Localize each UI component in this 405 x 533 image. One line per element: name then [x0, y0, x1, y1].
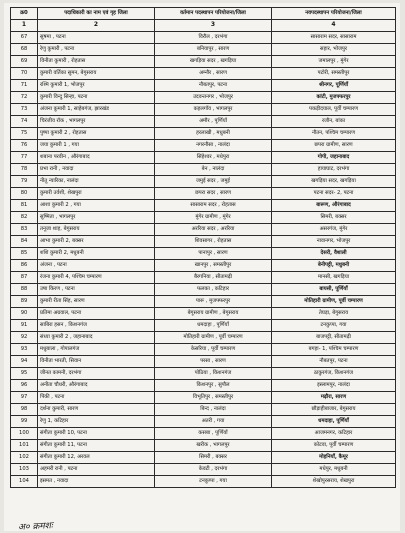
row-name: अंजना , पटना [38, 260, 155, 272]
row-new-posting: इस्लामपुर, नालंदा [272, 380, 396, 392]
column-number: 1 [11, 20, 38, 32]
table-row [11, 356, 396, 368]
table-row [11, 392, 396, 404]
table-row [11, 320, 396, 332]
table-row [11, 368, 396, 380]
row-sno: 101 [11, 440, 38, 452]
table-row [11, 200, 396, 212]
row-new-posting: छौड़ाहीबाजार, बेगुसराय [272, 404, 396, 416]
table-row [11, 128, 396, 140]
row-sno: 76 [11, 140, 38, 152]
row-sno: 85 [11, 248, 38, 260]
table-row [11, 176, 396, 188]
row-name: संगीता कुमारी 12, अरवल [38, 452, 155, 464]
table-row [11, 212, 396, 224]
row-name: विनीता कुमारी , रोहतास [38, 56, 155, 68]
row-new-posting: सासाराम सदर, सासाराम [272, 32, 396, 44]
column-number: 3 [155, 20, 272, 32]
row-name: पुष्पा कुमारी 2 , रोहतास [38, 128, 155, 140]
table-row [11, 80, 396, 92]
row-current-posting: विरौल , दरभंगा [155, 32, 272, 44]
row-sno: 70 [11, 68, 38, 80]
table-row [11, 260, 396, 272]
row-sno: 92 [11, 332, 38, 344]
posting-table [10, 7, 396, 488]
row-name: आभा कुमारी 2, बक्सर [38, 236, 155, 248]
row-sno: 99 [11, 416, 38, 428]
row-name: अंजना कुमारी 1, साहेबगंज, झारखंड [38, 104, 155, 116]
row-name: रेणु 1, कटिहार [38, 416, 155, 428]
row-name: प्रतिमा अग्रवाल, पटना [38, 308, 155, 320]
row-sno: 79 [11, 176, 38, 188]
row-current-posting: शिवसागर , रोहतास [155, 236, 272, 248]
row-name: आशा कुमारी 2 , गया [38, 200, 155, 212]
row-sno: 87 [11, 272, 38, 284]
row-new-posting: टनकुप्पा, गया [272, 320, 396, 332]
row-name: रश्मि कुमारी 1, भोजपुर [38, 80, 155, 92]
row-current-posting: बेगूसराय ग्रामीण , बेगूसराय [155, 308, 272, 320]
row-sno: 88 [11, 284, 38, 296]
row-sno: 89 [11, 296, 38, 308]
row-new-posting: बाजपट्टी, सीतामढ़ी [272, 332, 396, 344]
row-new-posting: बेनीपट्टी, मधुबनी [272, 260, 396, 272]
row-name: कुमारी उर्वशी, शेखपुरा [38, 188, 155, 200]
row-sno: 71 [11, 80, 38, 92]
row-name: सुष्मिता , भागलपुर [38, 212, 155, 224]
row-new-posting: सहार, भोजपुर [272, 44, 396, 56]
row-current-posting: कसबा , पूर्णियाँ [155, 428, 272, 440]
row-new-posting: बारूण, औरंगाबाद [272, 200, 396, 212]
row-name: मधुबाला , गोपालगंज [38, 344, 155, 356]
row-sno: 94 [11, 356, 38, 368]
table-row [11, 140, 396, 152]
row-current-posting: अम्नौर , सारण [155, 68, 272, 80]
row-new-posting: ठाकुरगंज, किशनगंज [272, 368, 396, 380]
row-sno: 103 [11, 464, 38, 476]
row-sno: 78 [11, 164, 38, 176]
row-new-posting: रजौन, बांका [272, 116, 396, 128]
table-row [11, 152, 396, 164]
row-new-posting: पटना सदर- 2, पटना [272, 188, 396, 200]
table-row [11, 272, 396, 284]
row-sno: 96 [11, 380, 38, 392]
row-new-posting: मधेपुर, मधुबनी [272, 464, 396, 476]
row-current-posting: नगरनौसा , नालंदा [155, 140, 272, 152]
row-sno: 100 [11, 428, 38, 440]
row-current-posting: पानापुर , सारण [155, 248, 272, 260]
table-row [11, 188, 396, 200]
header-name: पदाधिकारी का नाम एवं गृह जिला [38, 8, 155, 20]
row-sno: 75 [11, 128, 38, 140]
header-row [11, 8, 396, 20]
row-name: संगीता कुमारी 10, पटना [38, 428, 155, 440]
row-sno: 93 [11, 344, 38, 356]
row-sno: 72 [11, 92, 38, 104]
row-current-posting: खगड़िया सदर , खगड़िया [155, 56, 272, 68]
row-sno: 102 [11, 452, 38, 464]
row-name: अनीता चौधरी, औरंगाबाद [38, 380, 155, 392]
row-current-posting: सिंहेश्वर , मधेपुरा [155, 152, 272, 164]
row-name: विनीता भारती, सिवान [38, 356, 155, 368]
row-new-posting: बायसी, पूर्णियाँ [272, 284, 396, 296]
row-name: रेणु कुमारी , पटना [38, 44, 155, 56]
row-new-posting: हायाघाट, दरभंगा [272, 164, 396, 176]
row-name: कुमारी विन्दु सिन्हा, पटना [38, 92, 155, 104]
header-current-posting: वर्तमान पदस्थापन परियोजना/जिला [155, 8, 272, 20]
column-number-row [11, 20, 396, 32]
table-row [11, 224, 396, 236]
row-sno: 74 [11, 116, 38, 128]
row-current-posting: फलका , कटिहार [155, 284, 272, 296]
row-name: संगीता कुमारी 11, पटना [38, 440, 155, 452]
table-row [11, 92, 396, 104]
row-sno: 90 [11, 308, 38, 320]
row-sno: 83 [11, 224, 38, 236]
row-name: अहमरी रानी , पटना [38, 464, 155, 476]
row-new-posting: नावानगर, भोजपुर [272, 236, 396, 248]
row-current-posting: अतरी , गया [155, 416, 272, 428]
row-name: शबाना परवीन , औरंगाबाद [38, 152, 155, 164]
row-sno: 81 [11, 200, 38, 212]
header-new-posting: नवपदस्थापन परियोजना/जिला [272, 8, 396, 20]
row-current-posting: पोठिया , किशनगंज [155, 368, 272, 380]
row-current-posting: पारू , मुजफ्फरपुर [155, 296, 272, 308]
row-new-posting: गोपी, जहानाबाद [272, 152, 396, 164]
row-new-posting: देसरी, वैशाली [272, 248, 396, 260]
row-current-posting: बनियापुर , सारण [155, 44, 272, 56]
row-current-posting: खानपुर , समस्तीपुर [155, 260, 272, 272]
row-sno: 68 [11, 44, 38, 56]
row-name: इसमत , नवादा [38, 476, 155, 488]
row-new-posting: सिमरी, बक्सर [272, 212, 396, 224]
row-sno: 98 [11, 404, 38, 416]
row-current-posting: विभूतिपुर , समस्तीपुर [155, 392, 272, 404]
row-name: जीनत कामनी, दरभंगा [38, 368, 155, 380]
row-sno: 97 [11, 392, 38, 404]
row-name: शशि कुमारी 2, मधुबनी [38, 248, 155, 260]
row-name: प्रभा रानी , नवादा [38, 164, 155, 176]
row-current-posting: मोतिहारी ग्रामीण , पूर्वी चम्पारण [155, 332, 272, 344]
table-row [11, 116, 396, 128]
row-current-posting: धमदाहा , पूर्णियाँ [155, 320, 272, 332]
table-row [11, 464, 396, 476]
table-row [11, 380, 396, 392]
row-name: नीतू न्यारिका, नालंदा [38, 176, 155, 188]
column-number: 2 [38, 20, 155, 32]
table-row [11, 44, 396, 56]
row-new-posting: असरगंज, मुंगेर [272, 224, 396, 236]
footer-signature: अ० क्रमशः [17, 521, 53, 533]
row-name: उषा किरण , पटना [38, 284, 155, 296]
document-sheet [4, 3, 400, 531]
row-sno: 95 [11, 368, 38, 380]
row-current-posting: परसा , सारण [155, 356, 272, 368]
row-current-posting: बेन , नालंदा [155, 164, 272, 176]
table-row [11, 104, 396, 116]
row-new-posting: मानसी, खगड़िया [272, 272, 396, 284]
row-name: दर्शना कुमारी, सारण [38, 404, 155, 416]
row-sno: 73 [11, 104, 38, 116]
table-row [11, 428, 396, 440]
table-row [11, 440, 396, 452]
table-row [11, 284, 396, 296]
row-current-posting: बिन्द , नालंदा [155, 404, 272, 416]
row-new-posting: धमदाहा, पूर्णियाँ [272, 416, 396, 428]
row-name: कुमारी रीता सिंह, सारण [38, 296, 155, 308]
row-new-posting: बगहा- 1, पश्चिम चम्पारण [272, 344, 396, 356]
row-name: संध्या कुमारी 2 , जहानाबाद [38, 332, 155, 344]
row-current-posting: जमुई सदर , जमुई [155, 176, 272, 188]
row-name: सुषमा , पटना [38, 32, 155, 44]
row-current-posting: उदवन्तनगर , भोजपुर [155, 92, 272, 104]
row-sno: 91 [11, 320, 38, 332]
table-row [11, 416, 396, 428]
row-new-posting: तेघड़ा, बेगुसराय [272, 308, 396, 320]
row-new-posting: कोटवा, पूर्वी चम्पारण [272, 440, 396, 452]
row-sno: 77 [11, 152, 38, 164]
row-name: पिंकी , पटना [38, 392, 155, 404]
row-sno: 69 [11, 56, 38, 68]
row-current-posting: खरीक , भागलपुर [155, 440, 272, 452]
row-new-posting: खगड़िया सदर, खगड़िया [272, 176, 396, 188]
row-name: जया कुमारी 1 , गया [38, 140, 155, 152]
row-current-posting: मुंगेर ग्रामीण , मुंगेर [155, 212, 272, 224]
table-row [11, 248, 396, 260]
row-name: रंजना कुमारी 4, पश्चिम चम्पारण [38, 272, 155, 284]
row-new-posting: नौतन, पश्चिम चम्पारण [272, 128, 396, 140]
row-current-posting: छपरा सदर , सारण [155, 188, 272, 200]
row-name: साबिरा हसन , किशनगंज [38, 320, 155, 332]
row-new-posting: छपरा ग्रामीण, सारण [272, 140, 396, 152]
row-current-posting: टनकुप्पा , गया [155, 476, 272, 488]
table-row [11, 404, 396, 416]
row-sno: 80 [11, 188, 38, 200]
table-row [11, 164, 396, 176]
table-row [11, 296, 396, 308]
row-current-posting: सासाराम सदर , रोहतास [155, 200, 272, 212]
table-row [11, 236, 396, 248]
row-new-posting: आजमनगर, कटिहार [272, 428, 396, 440]
table-row [11, 452, 396, 464]
row-current-posting: केसरिया , पूर्वी चम्पारण [155, 344, 272, 356]
row-name: कुमारी वर्तिका सुमन, बेगुसराय [38, 68, 155, 80]
table-row [11, 332, 396, 344]
row-new-posting: नौबतपुर, पटना [272, 356, 396, 368]
row-new-posting: जमालपुर , मुंगेर [272, 56, 396, 68]
row-new-posting: शेखोपुरसराय, शेखपुरा [272, 476, 396, 488]
table-row [11, 344, 396, 356]
row-current-posting: नौबतपुर, पटना [155, 80, 272, 92]
table-row [11, 68, 396, 80]
row-new-posting: मढ़ौरा, सारण [272, 392, 396, 404]
table-row [11, 476, 396, 488]
table-row [11, 32, 396, 44]
row-new-posting: मोतिहारी ग्रामीण, पूर्वी चम्पारण [272, 296, 396, 308]
row-new-posting: पटोरी, समस्तीपुर [272, 68, 396, 80]
row-new-posting: कांटी, मुजफ्फरपुर [272, 92, 396, 104]
row-current-posting: हरलाखी , मधुबनी [155, 128, 272, 140]
row-current-posting: बैरगनिया , सीतामढ़ी [155, 272, 272, 284]
table-row [11, 56, 396, 68]
row-current-posting: किशनपुर , सुपौल [155, 380, 272, 392]
row-new-posting: श्रीनगर, पूर्णियाँ [272, 80, 396, 92]
column-number: 4 [272, 20, 396, 32]
row-name: तनूजा शाह, बेगुसराय [38, 224, 155, 236]
row-new-posting: मोहनियाँ, कैमूर [272, 452, 396, 464]
row-sno: 82 [11, 212, 38, 224]
row-current-posting: अररिया सदर , अररिया [155, 224, 272, 236]
row-sno: 84 [11, 236, 38, 248]
header-sno: क्र0 [11, 8, 38, 20]
table-row [11, 308, 396, 320]
row-sno: 104 [11, 476, 38, 488]
row-new-posting: पकड़ीदयाल, पूर्वी चम्पारण [272, 104, 396, 116]
row-current-posting: कहलगाँव , भागलपुर [155, 104, 272, 116]
row-name: चिरंजीव रॉक , भागलपुर [38, 116, 155, 128]
row-current-posting: केवटी , दरभंगा [155, 464, 272, 476]
table-body [11, 32, 396, 488]
row-current-posting: सिमरी , बक्सर [155, 452, 272, 464]
row-current-posting: अमौर , पूर्णियाँ [155, 116, 272, 128]
row-sno: 86 [11, 260, 38, 272]
row-sno: 67 [11, 32, 38, 44]
